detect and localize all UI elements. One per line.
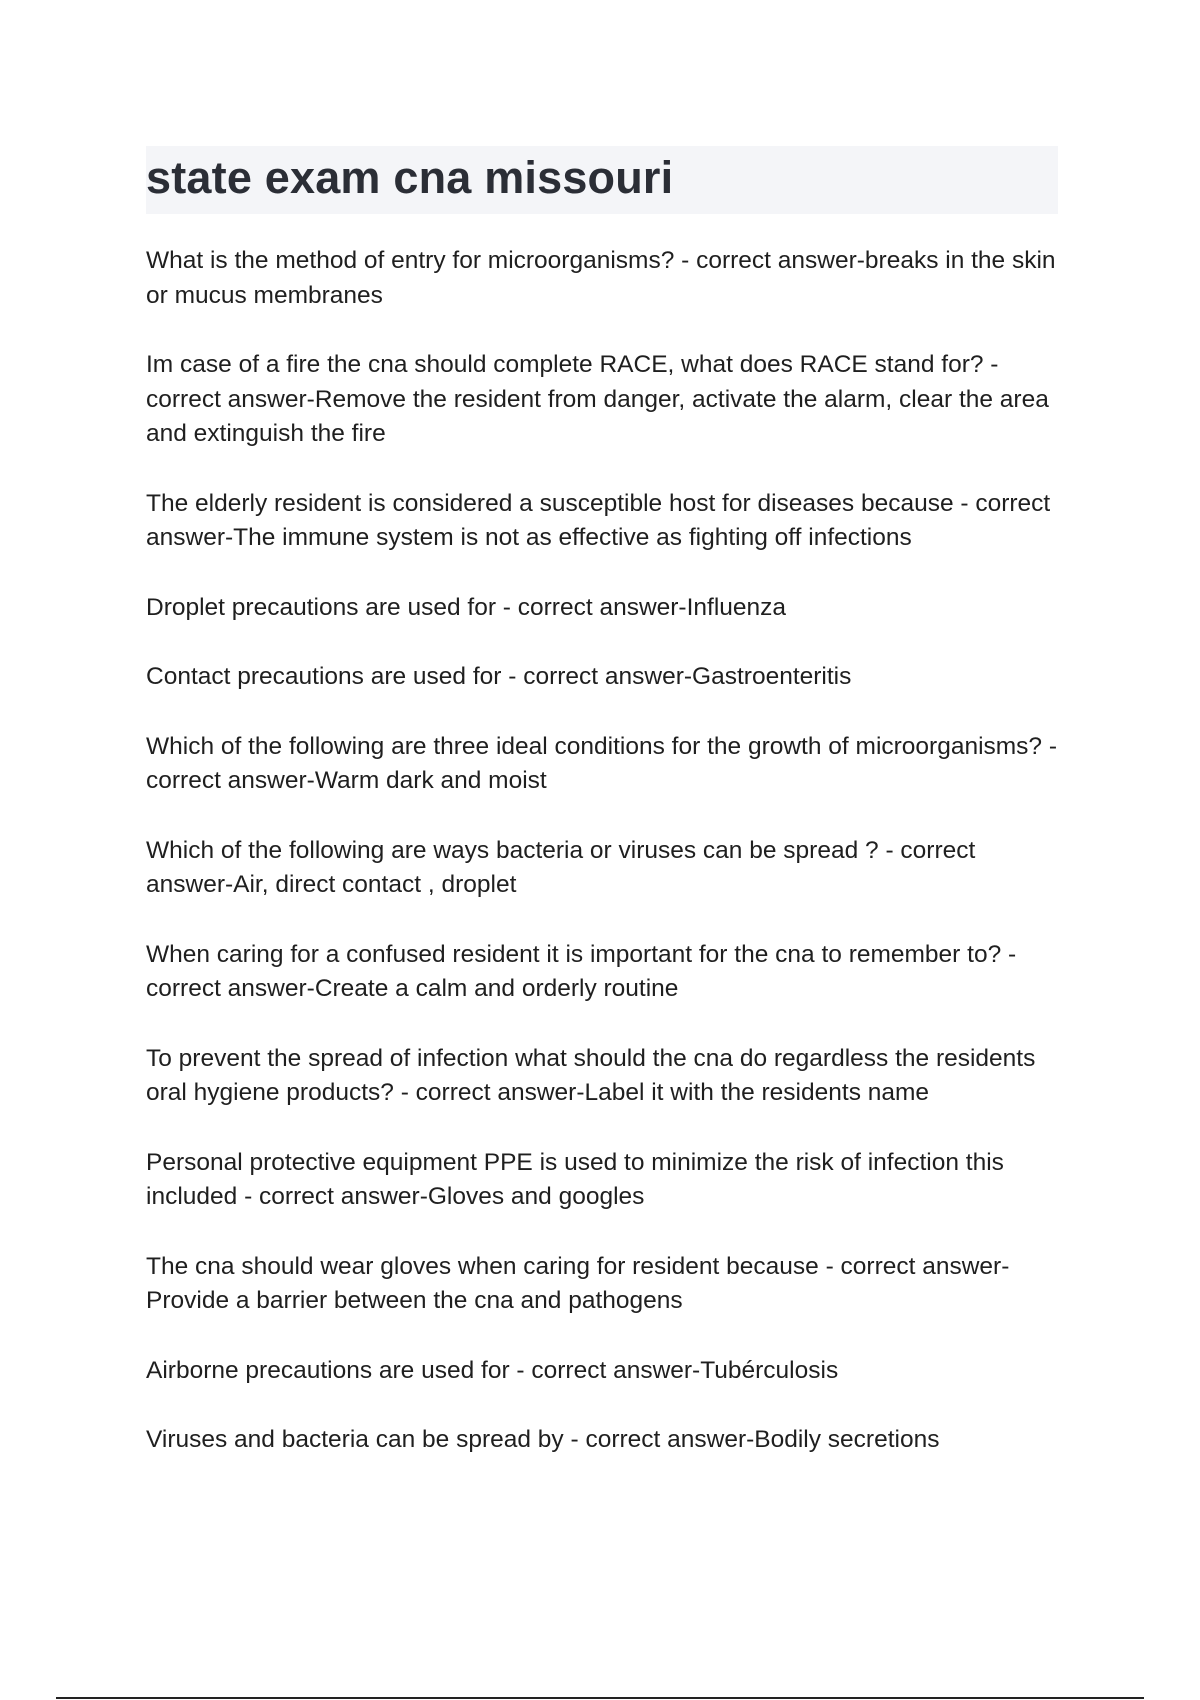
qa-list <box>146 244 1066 1493</box>
qa-item: Droplet precautions are used for - correct answer-Influenza <box>146 593 787 621</box>
qa-item: Viruses and bacteria can be spread by - correct answer-Bodily secretions <box>146 1426 940 1453</box>
document-title: state exam cna missouri <box>146 152 674 203</box>
qa-item: Airborne precautions are used for - correct answer-Tubérculosis <box>146 1356 839 1384</box>
qa-item: To prevent the spread of infection what should the cna do regardless the residents oral hygiene products? - correct answer-Label it with the residents name <box>146 1044 1036 1106</box>
qa-item: Personal protective equipment PPE is used to minimize the risk of infection this included - correct answer-Gloves and googles <box>146 1148 1004 1210</box>
qa-item: Contact precautions are used for - correct answer-Gastroenteritis <box>146 663 852 690</box>
qa-item: Im case of a fire the cna should complete RACE, what does RACE stand for? - correct answer-Remove the resident from danger, activate the alarm, clear the area and extinguish the fire <box>146 351 1049 447</box>
qa-item: When caring for a confused resident it is important for the cna to remember to? - correct answer-Create a calm and orderly routine <box>146 940 1017 1002</box>
qa-item: The elderly resident is considered a susceptible host for diseases because - correct answer-The immune system is not as effective as fighting off infections <box>146 489 1051 551</box>
qa-item: The cna should wear gloves when caring for resident because - correct answer-Provide a barrier between the cna and pathogens <box>146 1252 1010 1314</box>
qa-item: Which of the following are three ideal conditions for the growth of microorganisms? - correct answer-Warm dark and moist <box>146 732 1058 794</box>
qa-item: What is the method of entry for microorganisms? - correct answer-breaks in the skin or mucus membranes <box>146 247 1056 309</box>
footer-divider <box>56 1697 1144 1699</box>
title-banner <box>146 146 1058 214</box>
qa-item: Which of the following are ways bacteria or viruses can be spread ? - correct answer-Air, direct contact , droplet <box>146 836 976 898</box>
